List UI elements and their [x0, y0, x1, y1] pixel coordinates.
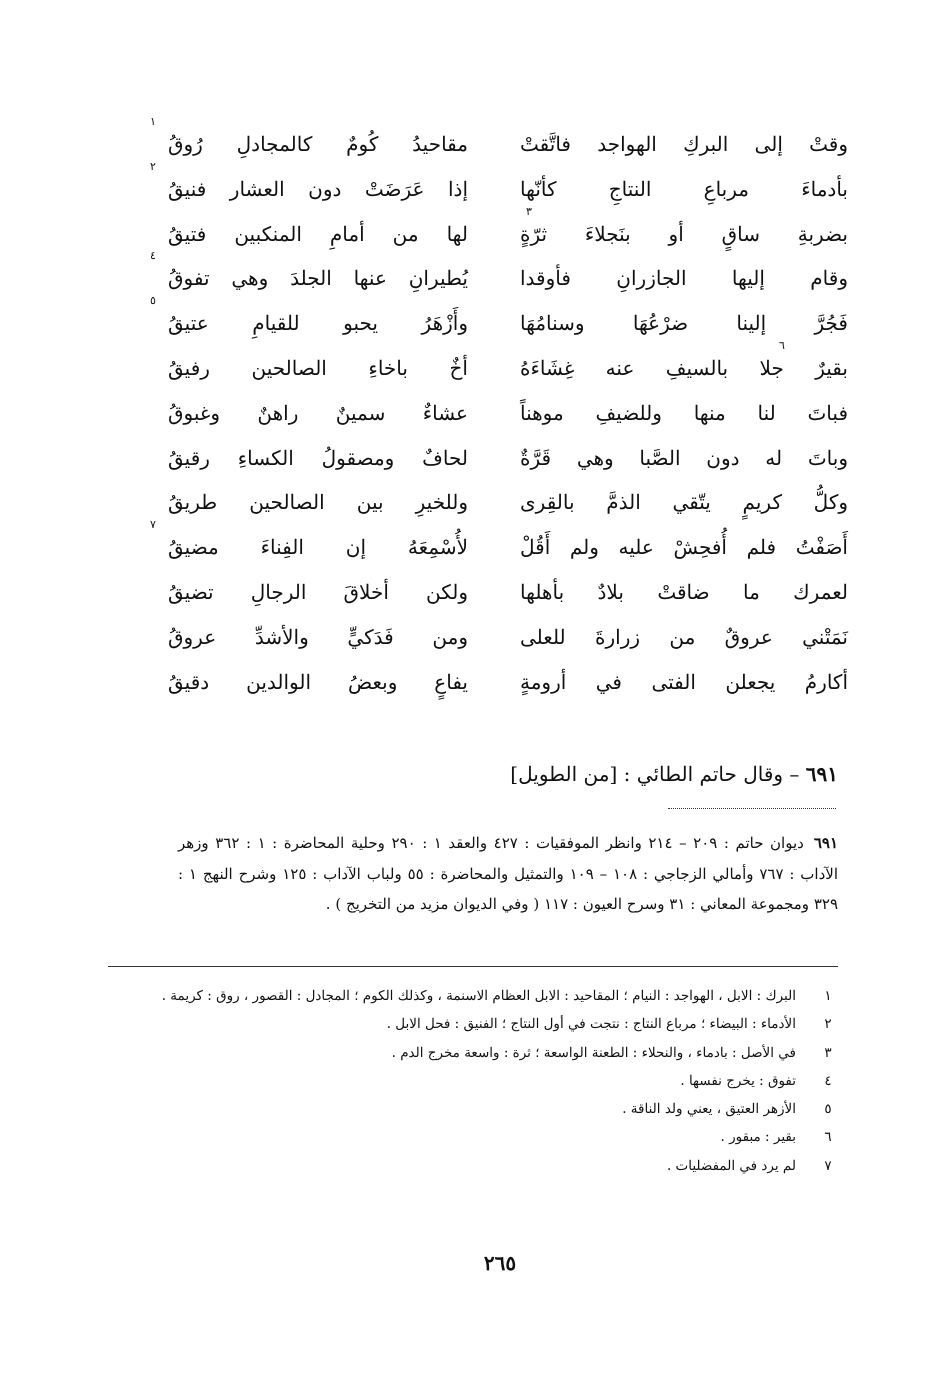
second-hemistich: يُطيرانِ عنها الجلدَ وهي تفوقُ — [168, 266, 468, 291]
sources-number: ٦٩١ — [813, 834, 838, 852]
footnote-number: ٢ — [824, 1016, 832, 1033]
second-hemistich: وأَزْهَرُ يحبو للقيامِ عتيقُ — [168, 311, 468, 336]
second-hemistich: مقاحيدُ كُومٌ كالمجادلِ رُوقُ — [168, 132, 468, 156]
verse-3 — [168, 204, 848, 257]
first-hemistich: فَجُرَّ إلينا ضرْعُهَا وسنامُهَا — [520, 311, 848, 336]
second-hemistich: يفاعٍ وبعضُ الوالدين دقيقُ — [168, 669, 468, 694]
footnote-marker: ٤ — [150, 249, 156, 263]
second-hemistich: أخٌ باخاءِ الصالحين رفيقُ — [168, 355, 468, 380]
footnote-item — [158, 1010, 838, 1038]
verse-11 — [168, 570, 848, 615]
first-hemistich: أكارمُ يجعلن الفتى في أرومةٍ — [520, 669, 848, 694]
poem-heading — [338, 752, 838, 796]
verse-10 — [150, 518, 848, 570]
footnote-number: ١ — [824, 988, 832, 1004]
footnote-text: الأزهر العتيق ، يعني ولد الناقة . — [622, 1101, 796, 1118]
footnote-item — [158, 1039, 838, 1067]
footnote-item — [158, 1067, 838, 1095]
verse-7 — [168, 391, 848, 436]
first-hemistich: وباتَ له دون الصَّبا وهي قَرَّةٌ — [520, 445, 848, 470]
first-hemistich: بأدماءَ مرباعِ النتاجِ كأنّها — [520, 176, 848, 201]
heading-dash: – — [789, 762, 800, 786]
footnote-number: ٤ — [824, 1072, 832, 1089]
footnote-item — [158, 1152, 838, 1180]
footnote-marker: ٣ — [526, 204, 532, 218]
footnote-marker: ١ — [150, 115, 156, 128]
footnote-text: بقير : مبقور . — [720, 1129, 796, 1146]
second-hemistich: لحافٌ ومصقولُ الكساءِ رقيقُ — [168, 445, 468, 470]
footnote-text: تفوق : يخرج نفسها . — [680, 1072, 796, 1089]
verse-8 — [168, 436, 848, 481]
sources-text: ديوان حاتم : ٢٠٩ – ٢١٤ وانظر الموفقيات : ٤٢٧ والعقد ١ : ٢٩٠ وحلية المحاضرة : ١ : ٣٦٢ وزهر الآداب : ٧٦٧ وأمالي الزجاجي : ١٠٨ – ١٠٩ والتمثيل والمحاضرة : ٥٥ ولباب الآداب : ١٢٥ وشرح النهج ١ : ٣٢٩ ومجموعة المعاني : ٣١ وسرح العيون : ١١٧ ( وفي الديوان مزيد من التخريج ) . — [178, 834, 838, 913]
footnote-text: البرك : الابل ، الهواجد : النيام ؛ المقاحيد : الابل العظام الاسنمة ، وكذلك الكوم ؛ المجادل : القصور ، روق : كريمة . — [161, 988, 796, 1004]
dotted-separator — [668, 808, 836, 809]
footnote-item — [158, 1095, 838, 1123]
second-hemistich: ومن فَدَكيٍّ والأشدِّ عروقُ — [168, 624, 468, 649]
verse-1 — [150, 115, 848, 167]
poem-number: ٦٩١ — [805, 762, 838, 786]
footnotes — [158, 982, 838, 1180]
footnote-text: الأدماء : البيضاء ؛ مرباع النتاج : نتجت في أول النتاج ؛ الفنيق : فحل الابل . — [386, 1016, 796, 1033]
first-hemistich: بضربةِ ساقٍ أو بنَجلاءَ ثرّةٍ — [520, 221, 848, 246]
first-hemistich: وقتْ إلى البركِ الهواجد فاتَّقتْ — [520, 132, 848, 156]
verse-2 — [150, 159, 848, 212]
first-hemistich: فباتَ لنا منها وللضيفِ موهناً — [520, 400, 848, 425]
verse-12 — [168, 615, 848, 660]
second-hemistich: إذا عَرَضَتْ دون العشار فنيقُ — [168, 176, 468, 201]
verse-9 — [168, 480, 848, 525]
first-hemistich: أَصَفْتُ فلم أُفحِشْ عليه ولم أَقُلْ — [520, 535, 848, 560]
footnote-text: في الأصل : بادماء ، والنحلاء : الطعنة الواسعة ؛ ثرة : واسعة مخرج الدم . — [391, 1044, 796, 1061]
verse-13 — [168, 660, 848, 705]
verse-6 — [168, 338, 848, 391]
second-hemistich: عشاءٌ سمينٌ راهنٌ وغبوقُ — [168, 400, 468, 425]
verse-4 — [150, 249, 848, 301]
page-number: ٢٦٥ — [483, 1251, 517, 1275]
footnote-marker: ٧ — [150, 518, 156, 532]
first-hemistich: وقام إليها الجازرانِ فأوقدا — [520, 266, 848, 291]
heading-text: وقال حاتم الطائي : — [623, 762, 784, 786]
second-hemistich: وللخيرِ بين الصالحين طريقُ — [168, 490, 468, 515]
footnote-item — [158, 982, 838, 1010]
footnote-number: ٥ — [824, 1101, 832, 1118]
verse-5 — [150, 294, 848, 346]
footnote-number: ٣ — [824, 1044, 832, 1061]
first-hemistich: لعمرك ما ضاقتْ بلادٌ بأهلها — [520, 579, 848, 604]
poem — [150, 115, 848, 704]
footnote-marker: ٥ — [150, 294, 156, 308]
first-hemistich: وكلُّ كريمٍ يتّقي الذمَّ بالقِرى — [520, 490, 848, 515]
meter-label: [من الطويل] — [510, 762, 618, 786]
footnote-rule — [108, 966, 838, 967]
footnote-number: ٦ — [824, 1129, 832, 1146]
footnote-item — [158, 1123, 838, 1151]
footnote-marker: ٦ — [779, 338, 785, 352]
first-hemistich: نَمَتْني عروقٌ من زرارةَ للعلى — [520, 624, 848, 649]
footnote-marker: ٢ — [150, 159, 156, 173]
second-hemistich: لها من أمامِ المنكبين فتيقُ — [168, 221, 468, 246]
footnote-number: ٧ — [824, 1157, 832, 1174]
sources-note — [178, 828, 838, 920]
first-hemistich: بقيرٌ جلا بالسيفِ عنه غِشَاءَهُ — [520, 355, 848, 380]
second-hemistich: ولكن أخلاقَ الرجالِ تضيقُ — [168, 579, 468, 604]
second-hemistich: لأُسْمِعَهُ إن الفِناءَ مضيقُ — [168, 535, 468, 560]
footnote-text: لم يرد في المفضليات . — [666, 1157, 796, 1174]
